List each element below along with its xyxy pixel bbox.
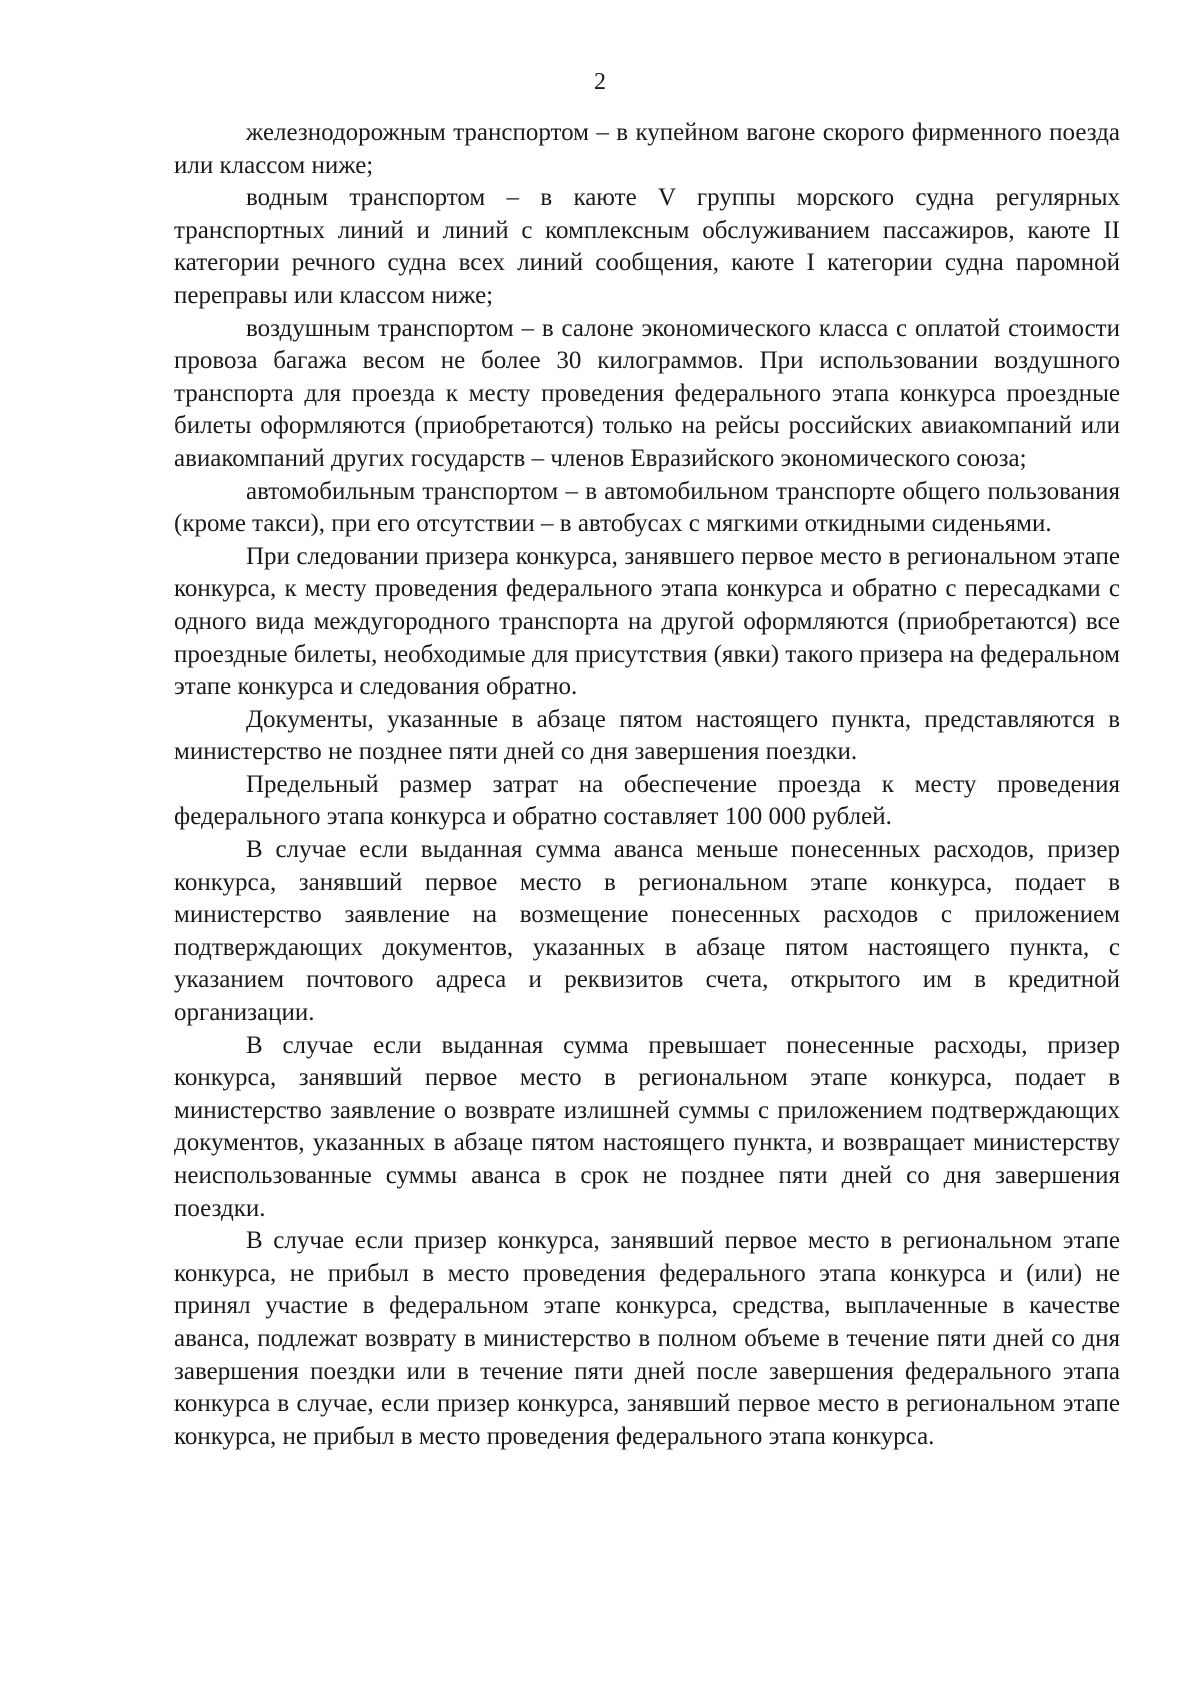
paragraph-rail-transport: железнодорожным транспортом – в купейном вагоне скорого фирменного поезда или классом ниже; (174, 119, 1120, 179)
paragraph-advance-shortfall: В случае если выданная сумма аванса меньше понесенных расходов, призер конкурса, занявший первое место в региональном этапе конкурса, подает в министерство заявление на возмещение понесенных расходов с приложением подтверждающих документов, указанных в абзаце пятом настоящего пункта, с указанием почтового адреса и реквизитов счета, открытого им в кредитной организации. (174, 836, 1120, 1027)
paragraph-cost-limit: Предельный размер затрат на обеспечение проезда к месту проведения федерального этапа конкурса и обратно составляет 100 000 рублей. (174, 770, 1120, 831)
page-number: 2 (594, 69, 606, 95)
paragraph-water-transport: водным транспортом – в каюте V группы морского судна регулярных транспортных линий и линий с комплексным обслуживанием пассажиров, каюте II категории речного судна всех линий сообщения, каюте I категории судна паромной переправы или классом ниже; (174, 184, 1120, 309)
paragraph-road-transport: автомобильным транспортом – в автомобильном транспорте общего пользования (кроме такси), при его отсутствии – в автобусах с мягкими откидными сиденьями. (174, 477, 1120, 538)
paragraph-documents-deadline: Документы, указанные в абзаце пятом настоящего пункта, представляются в министерство не позднее пяти дней со дня завершения поездки. (174, 705, 1120, 766)
paragraph-advance-refund: В случае если призер конкурса, занявший первое место в региональном этапе конкурса, не прибыл в место проведения федерального этапа конкурса и (или) не принял участие в федеральном этапе конкурса, средства, выплаченные в качестве аванса, подлежат возврату в министерство в полном объеме в течение пяти дней со дня завершения поездки или в течение пяти дней после завершения федерального этапа конкурса в случае, если призер конкурса, занявший первое место в региональном этапе конкурса, не прибыл в место проведения федерального этапа конкурса. (174, 1227, 1120, 1450)
paragraph-advance-excess: В случае если выданная сумма превышает понесенные расходы, призер конкурса, занявший первое место в региональном этапе конкурса, подает в министерство заявление о возврате излишней суммы с приложением подтверждающих документов, указанных в абзаце пятом настоящего пункта, и возвращает министерству неиспользованные суммы аванса в срок не позднее пяти дней со дня завершения поездки. (174, 1031, 1120, 1222)
paragraph-air-transport: воздушным транспортом – в салоне экономического класса с оплатой стоимости провоза багажа весом не более 30 килограммов. При использовании воздушного транспорта для проезда к месту проведения федерального этапа конкурса проездные билеты оформляются (приобретаются) только на рейсы российских авиакомпаний или авиакомпаний других государств – членов Евразийского экономического союза; (174, 314, 1120, 472)
document-body (174, 117, 1120, 1453)
paragraph-transfers: При следовании призера конкурса, занявшего первое место в региональном этапе конкурса, к месту проведения федерального этапа конкурса и обратно с пересадками с одного вида междугородного транспорта на другой оформляются (приобретаются) все проездные билеты, необходимые для присутствия (явки) такого призера на федеральном этапе конкурса и следования обратно. (174, 542, 1120, 701)
